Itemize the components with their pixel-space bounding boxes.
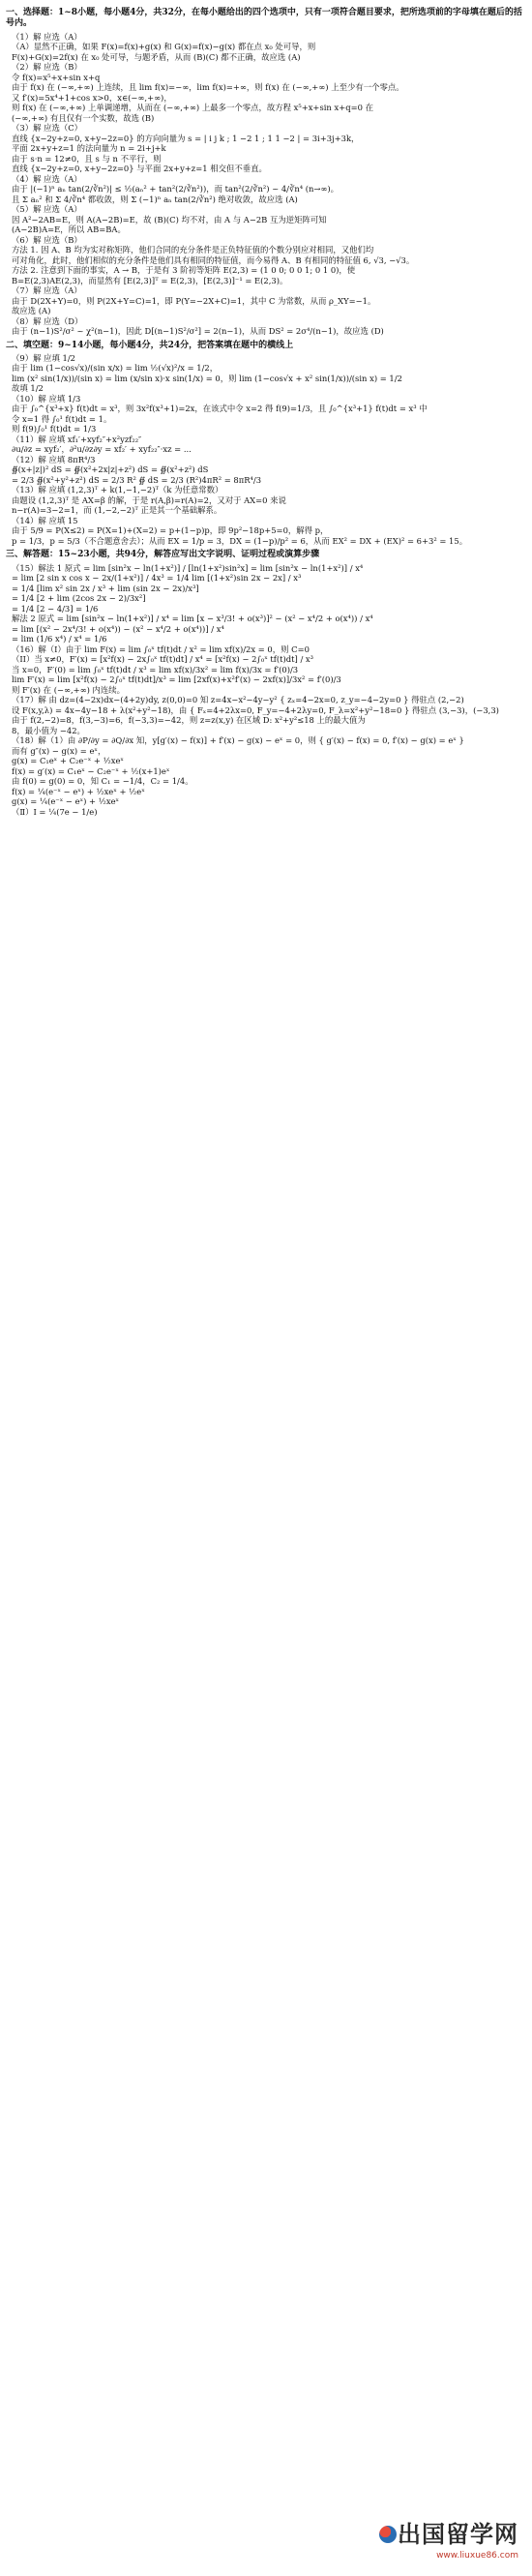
text-line: F(x)+G(x)=2f(x) 在 x₀ 处可导，与题矛盾，从而 (B)(C) 都不正确，故应选 (A) [12,51,301,62]
text-line: n−r(A)=3−2=1，而 (1,−2,−2)ᵀ 正是其一个基础解系。 [12,505,222,516]
text-line: （6）解 应选（B） [12,234,82,245]
text-line: 直线 {x−2y+z=0, x+y−2z=0} 与平面 2x+y+z=1 相交但不垂直。 [12,164,267,173]
section [6,341,526,547]
text-line: 令 f(x)=x⁵+x+sin x+q [12,72,101,82]
text-line: = lim [2 sin x cos x − 2x/(1+x²)] / 4x³ = 1/4 lim [(1+x²)sin 2x − 2x] / x³ [12,573,302,583]
text-line: 由于 lim (1−cos√x)/(sin x/x) = lim ½(√x)²/x = 1/2， [12,363,219,374]
text-line: 则 F′(x) 在 (−∞,+∞) 内连续。 [12,684,126,695]
text-line: f(x) = ¼(e⁻ˣ − eˣ) + ½xeˣ + ½eˣ [12,786,145,796]
text-line: ∂u/∂z = xyf₂′，∂²u/∂z∂y = xf₂′ + xyf₂₂″·xz = ... [12,444,192,455]
text-line: （A）显然不正确，如果 F(x)=f(x)+g(x) 和 G(x)=f(x)−g(x) 都在点 x₀ 处可导，则 [12,42,316,51]
text-line: 而有 g″(x) − g(x) = eˣ， [12,745,106,756]
text-line: （9）解 应填 1/2 [12,352,76,363]
text-line: （1）解 应选（A） [12,31,82,42]
text-line: 且 Σ aₙ² 和 Σ 4/∛n⁴ 都收敛，则 Σ (−1)ⁿ aₙ tan(2/∛n²) 绝对收敛，故应选 (A) [12,194,298,204]
text-line: （Ⅱ）I = ¼(7e − 1/e) [12,806,98,817]
brand-logo [398,2520,518,2561]
text-line: （15）解法 1 原式 = lim [sin²x − ln(1+x²)] / [ln(1+x²)sin²x] = lim [sin²x − ln(1+x²)] / x⁴ [12,562,364,573]
text-line: （II）当 x≠0，F′(x) = [x²f(x) − 2x∫₀ˣ tf(t)dt] / x⁴ = [x²f(x) − 2∫₀ˣ tf(t)dt] / x³ [12,654,314,664]
text-line: 方法 1. 因 A、B 均为实对称矩阵，他们合同的充分条件是正负特征值的个数分别应对相同，又他们均 [12,245,374,255]
text-line: 故应选 (A) [12,306,51,315]
text-line: （4）解 应选（A） [12,173,82,184]
text-line: 由于 ∫₀^{x³+x} f(t)dt = x³，则 3x²f(x³+1)=2x，在该式中令 x=2 得 f(9)=1/3，且 ∫₀^{x³+1} f(t)dt = x³ 中 [12,404,428,414]
text-line: （7）解 应选（A） [12,285,82,295]
text-line: 又 f′(x)=5x⁴+1+cos x>0，x∈(−∞,+∞)， [12,92,172,103]
text-line: 方法 2. 注意到下面的事实，A → B，于是有 3 阶初等矩阵 E(2,3) = (1 0 0; 0 0 1; 0 1 0)，使 [12,265,356,275]
text-line: 由于 f(2,−2)=8，f(3,−3)=6，f(−3,3)=−42，则 z=z(x,y) 在区域 D: x²+y²≤18 上的最大值为 [12,715,366,725]
text-line: 由题设 (1,2,3)ᵀ 是 AX=β 的解，于是 r(A,β)=r(A)=2，又对于 AX=0 来说 [12,494,286,505]
text-line: 由于 (n−1)S²/σ² ~ χ²(n−1)，因此 D[(n−1)S²/σ²] = 2(n−1)，从而 DS² = 2σ⁴/(n−1)，故应选 (D) [12,326,384,336]
logo-globe-icon [379,2526,397,2543]
text-line: 由 f(0) = g(0) = 0，知 C₁ = −1/4，C₂ = 1/4。 [12,776,193,786]
footer-watermark [0,2510,532,2576]
text-line: = 1/4 [lim x² sin 2x / x³ + lim (sin 2x − 2x)/x³] [12,583,199,593]
section [6,550,526,817]
text-line: 则 f(x) 在 (−∞,+∞) 上单调递增，从而在 (−∞,+∞) 上最多一个零点，故方程 x⁵+x+sin x+q=0 在 [12,103,373,112]
text-line: （17）解 由 dz=(4−2x)dx−(4+2y)dy, z(0,0)=0 知 z=4x−x²−4y−y² { zₓ=4−2x=0, z_y=−4−2y=0 } 得驻点 (2,−2) [12,695,464,704]
text-line: 由于 s·n = 12≠0，且 s 与 n 不平行，则 [12,153,162,164]
text-line: （3）解 应选（C） [12,123,83,133]
text-line: 由于 f(x) 在 (−∞,+∞) 上连续，且 lim f(x)=−∞，lim f(x)=+∞，则 f(x) 在 (−∞,+∞) 上至少有一个零点。 [12,82,404,92]
text-line: （5）解 应选（A） [12,204,82,214]
text-line: = 1/4 [2 + lim (2cos 2x − 2)/3x²] [12,593,146,603]
text-line: （2）解 应选（B） [12,62,82,72]
section-title: 三、解答题：15~23小题，共94分，解答应写出文字说明、证明过程或演算步骤 [6,550,320,560]
section-title: 二、填空题：9~14小题，每小题4分，共24分，把答案填在题中的横线上 [6,340,294,350]
text-line: = 1/4 [2 − 4/3] = 1/6 [12,603,99,614]
text-line: B=E(2,3)AE(2,3)，而显然有 [E(2,3)]ᵀ = E(2,3)，[E(2,3)]⁻¹ = E(2,3)。 [12,275,288,285]
text-line: （16）解（I）由于 lim F(x) = lim ∫₀ˣ tf(t)dt / x² = lim xf(x)/2x = 0，则 C=0 [12,644,310,654]
text-line: 由于 D(2X+Y)=0，则 P(2X+Y=C)=1，即 P(Y=−2X+C)=1，其中 C 为常数，从而 ρ_XY=−1。 [12,295,376,306]
text-line: （14）解 应填 15 [12,515,78,525]
text-line: （10）解 应填 1/3 [12,393,81,404]
text-line: = lim [(x² − 2x⁴/3! + o(x⁴)) − (x² − x⁴/2 + o(x⁴))] / x⁴ [12,623,224,634]
text-line: （13）解 应填 (1,2,3)ᵀ + k(1,−1,−2)ᵀ（k 为任意常数） [12,485,223,495]
text-line: = 2/3 ∯(x²+y²+z²) dS = 2/3 R² ∯ dS = 2/3 (R²)4πR² = 8πR⁴/3 [12,474,262,485]
text-line: ∯(x+|z|)² dS = ∯(x²+2x|z|+z²) dS = ∯(x²+z²) dS [12,464,209,475]
text-line: = lim (1/6 x⁴) / x⁴ = 1/6 [12,634,107,644]
text-line: 因 A²−2AB=E，则 A(A−2B)=E，故 (B)(C) 均不对，由 A 与 A−2B 互为逆矩阵可知 [12,214,327,225]
text-line: （11）解 应填 xf₁′+xyf₂″+x²yzf₂₂″ [12,434,142,444]
text-line: 设 F(x,y,λ) = 4x−4y−18 + λ(x²+y²−18)，由 { Fₓ=4+2λx=0, F_y=−4+2λy=0, F_λ=x²+y²−18=0 } 得驻点 (3,−3)，(−3,3) [12,704,499,715]
document-body [6,4,526,2510]
section-title: 一、选择题：1~8小题，每小题4分，共32分，在每小题给出的四个选项中，只有一项符合题目要求，把所选项前的字母填在题后的括号内。 [6,8,522,29]
text-line: 可对角化，此时，他们相似的充分条件是他们具有相同的特征值，而今易得 A、B 有相同的特征值 6, √3, −√3。 [12,255,415,265]
text-line: lim (x² sin(1/x))/(sin x) = lim (x/sin x)·x sin(1/x) = 0，则 lim (1−cos√x + x² sin(1/x))/(sin x) = 1/2 [12,373,402,383]
text-line: 令 x=1 得 ∫₀¹ f(t)dt = 1。 [12,413,112,424]
text-line: 则 f(9)∫₀¹ f(t)dt = 1/3 [12,424,97,434]
text-line: 由于 5/9 = P(X≤2) = P(X=1)+(X=2) = p+(1−p)p，即 9p²−18p+5=0，解得 p， [12,525,329,536]
text-line: 平面 2x+y+z=1 的法向量为 n = 2i+j+k [12,143,166,153]
brand-url: www.liuxue86.com [436,2551,518,2561]
text-line: （8）解 应选（D） [12,315,83,326]
text-line: 直线 {x−2y+z=0, x+y−2z=0} 的方向向量为 s = | i j k ; 1 −2 1 ; 1 1 −2 | = 3i+3j+3k， [12,133,360,143]
text-line: 当 x=0，F′(0) = lim ∫₀ˣ tf(t)dt / x³ = lim xf(x)/3x² = lim f(x)/3x = f′(0)/3 [12,664,299,674]
text-line: (A−2B)A=E，所以 AB=BA。 [12,225,126,234]
text-line: 8，最小值为 −42。 [12,725,85,735]
text-line: （18）解（1）由 ∂P/∂y = ∂Q/∂x 知，y[g′(x) − f(x)] + f′(x) − g(x) − eˣ = 0，则 { g′(x) − f(x) = 0, f′(x) − g(x) = eˣ } [12,735,464,745]
text-line: g(x) = ¼(e⁻ˣ − eˣ) + ½xeˣ [12,796,120,806]
text-line: (−∞,+∞) 有且仅有一个实数，故选 (B) [12,112,155,123]
text-line: lim F′(x) = lim [x²f(x) − 2∫₀ˣ tf(t)dt]/x³ = lim [2xf(x)+x²f′(x) − 2xf(x)]/3x² = f′(0)/3 [12,674,341,684]
text-line: 由于 |(−1)ⁿ aₙ tan(2/∛n²)| ≤ ½(aₙ² + tan²(2/∛n²))，而 tan²(2/∛n²) ~ 4/∛n⁴ (n→∞)。 [12,184,340,194]
text-line: 故填 1/2 [12,383,44,394]
brand-name: 出国留学网 [398,2521,518,2548]
text-line: （12）解 应填 8πR⁴/3 [12,454,96,464]
text-line: 解法 2 原式 = lim [sin²x − ln(1+x²)] / x⁴ = lim [x − x³/3! + o(x³)]² − (x² − x⁴/2 + o(x⁴)) / x⁴ [12,614,373,623]
text-line: f(x) = g′(x) = C₁eˣ − C₂e⁻ˣ + ½(x+1)eˣ [12,765,170,776]
section [6,8,526,337]
text-line: g(x) = C₁eˣ + C₂e⁻ˣ + ½xeˣ [12,756,124,765]
text-line: p = 1/3，p = 5/3（不合题意舍去）；从而 EX = 1/p = 3，DX = (1−p)/p² = 6，从而 EX² = DX + (EX)² = 6+3² = 15。 [12,535,468,546]
